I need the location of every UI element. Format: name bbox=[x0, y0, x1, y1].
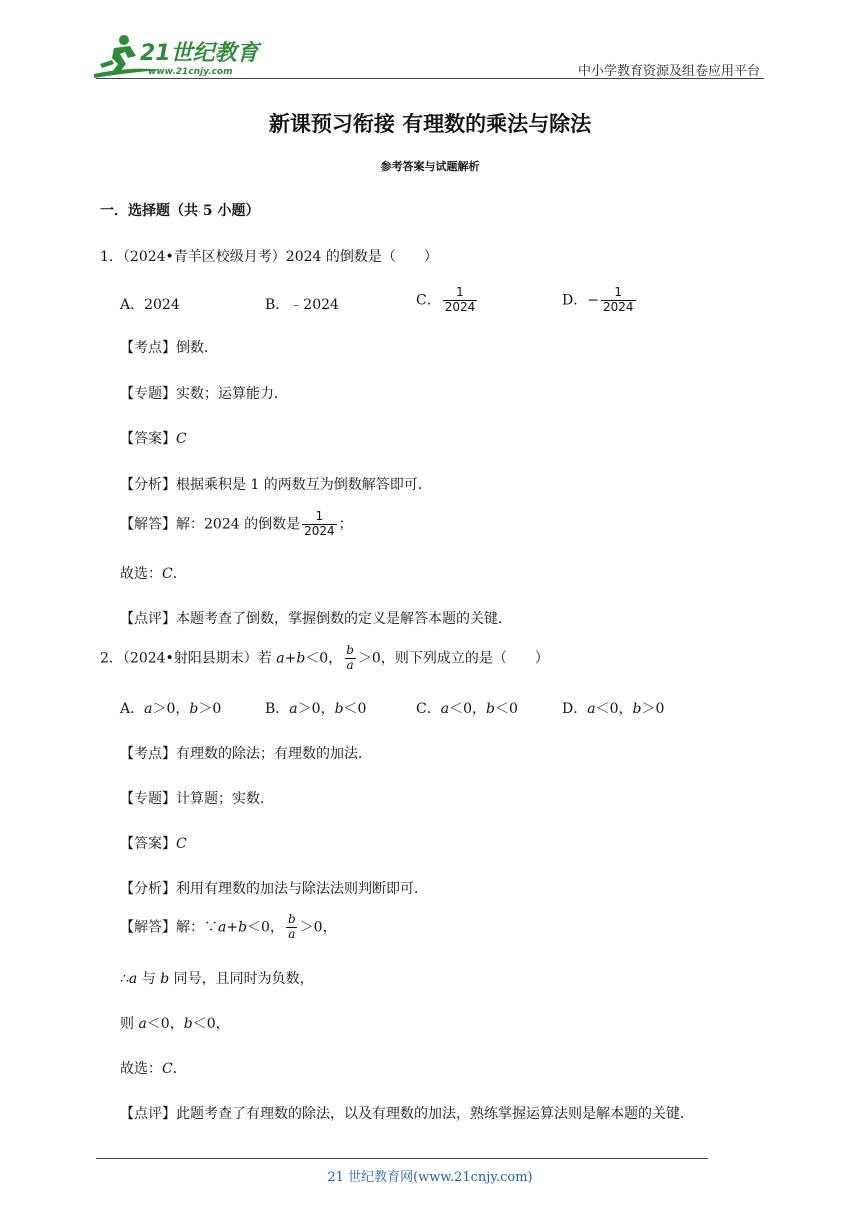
var-a: a bbox=[289, 701, 298, 717]
choice-suffix: ． bbox=[172, 1061, 187, 1077]
var-b: b bbox=[238, 919, 248, 936]
relation: ＞0 bbox=[198, 701, 222, 717]
fraction-denominator: 2024 bbox=[602, 299, 634, 314]
q1-solution bbox=[120, 510, 353, 539]
q1-option-c-label: C． bbox=[416, 292, 441, 309]
choice-prefix: 故选： bbox=[120, 1061, 162, 1077]
var-b: b bbox=[334, 701, 344, 717]
fraction-numerator: 1 bbox=[315, 509, 324, 523]
plus-sign: + bbox=[284, 650, 297, 667]
var-b: b bbox=[189, 701, 199, 717]
choice-prefix: 故选： bbox=[120, 566, 162, 582]
q1-analysis: 【分析】根据乘积是 1 的两数互为倒数解答即可． bbox=[120, 477, 432, 493]
step-text: 同号，且同时为负数， bbox=[169, 971, 314, 987]
q2-zhuanti: 【专题】计算题；实数． bbox=[120, 791, 274, 807]
relation: ＜0， bbox=[595, 701, 633, 717]
q1-stem: 1．（2024•青羊区校级月考）2024 的倒数是（ ） bbox=[100, 249, 438, 265]
relation: ＜0 bbox=[343, 701, 367, 717]
solution-fraction bbox=[302, 510, 337, 539]
q2-analysis: 【分析】利用有理数的加法与除法法则判断即可． bbox=[120, 881, 428, 897]
relation: ＞0， bbox=[297, 701, 335, 717]
option-label: B． bbox=[265, 701, 290, 717]
q1-option-a: A．2024 bbox=[120, 297, 180, 313]
logo-url-text: www.21cnjy.com bbox=[148, 67, 233, 77]
header-platform-text: 中小学教育资源及组卷应用平台 bbox=[577, 64, 760, 79]
answer-value: C bbox=[176, 431, 187, 447]
q1-comment: 【点评】本题考查了倒数，掌握倒数的定义是解答本题的关键． bbox=[120, 611, 512, 627]
choice-suffix: ． bbox=[172, 566, 187, 582]
solution-fraction bbox=[286, 913, 298, 942]
page-subtitle: 参考答案与试题解析 bbox=[380, 160, 480, 173]
q2-step1 bbox=[120, 968, 314, 988]
q1-option-b: B．﹣2024 bbox=[265, 297, 339, 313]
q1-option-c-fraction bbox=[443, 286, 478, 315]
footer-divider bbox=[96, 1158, 708, 1159]
var-b: b bbox=[296, 650, 306, 667]
relation: ＞0， bbox=[152, 701, 190, 717]
relation: ＜0， bbox=[247, 919, 284, 936]
q2-option-b bbox=[265, 698, 366, 718]
logo-text: 21世纪教育 bbox=[140, 41, 259, 66]
var-a: a bbox=[276, 650, 285, 667]
q2-stem bbox=[100, 644, 549, 673]
relation: ＜0， bbox=[146, 1016, 184, 1032]
q2-option-c bbox=[416, 698, 518, 718]
relation: ＜0 bbox=[494, 701, 518, 717]
var-a: a bbox=[138, 1016, 147, 1032]
answer-value: C bbox=[176, 836, 187, 852]
stem-fraction bbox=[344, 644, 356, 673]
relation: ＞0 bbox=[641, 701, 665, 717]
option-label: D． bbox=[562, 701, 588, 717]
q2-kaodian: 【考点】有理数的除法；有理数的加法． bbox=[120, 746, 372, 762]
q2-option-a bbox=[120, 698, 221, 718]
site-logo bbox=[92, 34, 262, 80]
q2-solution bbox=[120, 913, 337, 942]
q1-option-d-label: D．− bbox=[562, 292, 599, 309]
fraction-numerator: b bbox=[346, 643, 354, 657]
footer-text[interactable]: 21 世纪教育网(www.21cnjy.com) bbox=[327, 1170, 533, 1185]
q2-choice bbox=[120, 1058, 187, 1078]
var-a: a bbox=[128, 971, 138, 987]
page-title: 新课预习衔接 有理数的乘法与除法 bbox=[268, 111, 592, 136]
var-a: a bbox=[440, 701, 450, 717]
solution-prefix: 【解答】解：2024 的倒数是 bbox=[120, 516, 301, 533]
fraction-numerator: b bbox=[287, 912, 296, 926]
q2-answer bbox=[120, 833, 187, 853]
option-label: C． bbox=[416, 701, 441, 717]
stem-suffix: ＞0，则下列成立的是（ ） bbox=[357, 650, 549, 667]
var-b: b bbox=[632, 701, 642, 717]
connector: 与 bbox=[137, 971, 161, 987]
q1-choice bbox=[120, 563, 187, 583]
fraction-denominator: 2024 bbox=[444, 299, 476, 314]
q1-option-d-fraction bbox=[601, 286, 636, 315]
choice-value: C bbox=[162, 566, 173, 582]
var-b: b bbox=[486, 701, 495, 717]
option-label: A． bbox=[120, 701, 145, 717]
solution-suffix: ＞0， bbox=[299, 919, 337, 936]
stem-prefix: 2．（2024•射阳县期末）若 bbox=[100, 650, 277, 667]
q2-step2 bbox=[120, 1013, 230, 1033]
fraction-denominator: a bbox=[288, 926, 296, 941]
fraction-numerator: 1 bbox=[456, 285, 464, 299]
q2-option-d bbox=[562, 698, 664, 718]
var-b: b bbox=[183, 1016, 193, 1032]
solution-suffix: ； bbox=[338, 516, 353, 533]
var-a: a bbox=[144, 701, 153, 717]
relation: ＜0， bbox=[305, 650, 343, 667]
header-divider bbox=[96, 78, 764, 79]
var-b: b bbox=[160, 971, 170, 987]
q1-option-c bbox=[416, 286, 479, 315]
step-prefix: 则 bbox=[120, 1016, 139, 1032]
q2-comment: 【点评】此题考查了有理数的除法，以及有理数的加法，熟练掌握运算法则是解本题的关键． bbox=[120, 1106, 694, 1122]
therefore-symbol: ∴ bbox=[120, 971, 129, 987]
var-a: a bbox=[587, 701, 596, 717]
relation: ＜0， bbox=[449, 701, 486, 717]
answer-label: 【答案】 bbox=[120, 836, 176, 852]
fraction-denominator: 2024 bbox=[304, 523, 335, 538]
plus-sign: + bbox=[226, 919, 239, 936]
q1-kaodian: 【考点】倒数． bbox=[120, 340, 218, 356]
solution-prefix: 【解答】解：∵ bbox=[120, 919, 218, 936]
relation: ＜0， bbox=[192, 1016, 230, 1032]
answer-label: 【答案】 bbox=[120, 431, 176, 447]
section-heading: 一．选择题（共 5 小题） bbox=[100, 203, 260, 219]
q1-option-d bbox=[562, 286, 638, 315]
choice-value: C bbox=[162, 1061, 173, 1077]
fraction-denominator: a bbox=[346, 657, 354, 672]
q1-zhuanti: 【专题】实数；运算能力． bbox=[120, 386, 288, 402]
var-a: a bbox=[218, 919, 227, 936]
q1-answer bbox=[120, 428, 187, 448]
fraction-numerator: 1 bbox=[614, 285, 623, 299]
